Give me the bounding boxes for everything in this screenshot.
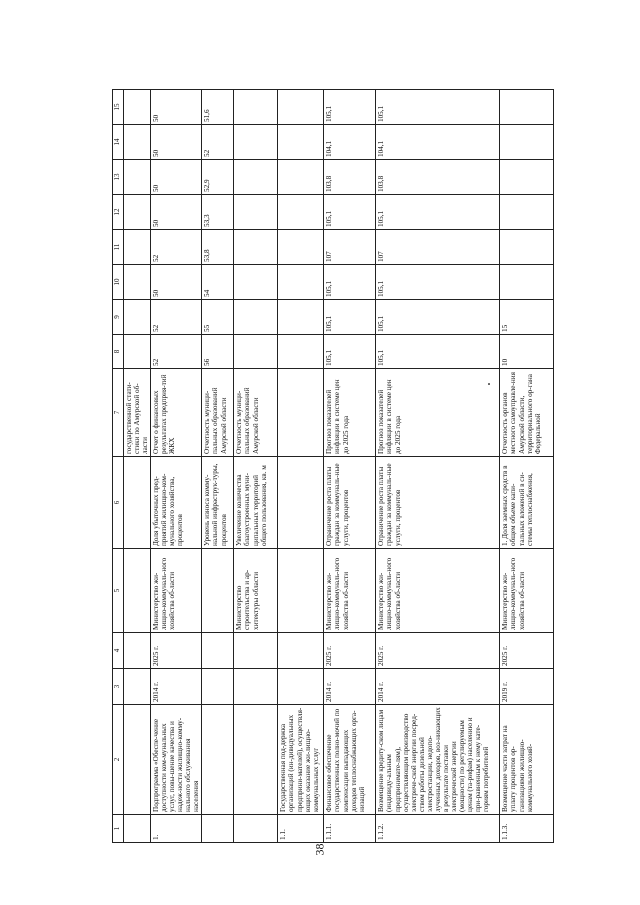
table-cell-col-13: 52,9 [202, 160, 234, 195]
table-cell-col-10: 54 [202, 265, 234, 300]
table-cell-col-6 [123, 457, 150, 549]
column-header-3: 3 [113, 669, 124, 705]
indicators-table [112, 89, 554, 843]
table-cell-col-13 [123, 160, 150, 195]
table-cell-col-7: Отчетность муници-пальных образований Амурской области [234, 369, 278, 457]
table-cell-col-2: Возмещение части затрат на уплату процентов ор-ганизациями жилищно-коммунального хозяй- [500, 705, 554, 815]
table-cell-col-15 [278, 90, 324, 125]
column-header-5: 5 [113, 549, 124, 633]
table-cell-col-4 [202, 633, 234, 669]
table-cell-col-6: Доля убыточных пред-приятий жилищно-ком-мунального хозяйства, процентов [151, 457, 202, 549]
column-header-2: 2 [113, 705, 124, 815]
table-cell-col-13: 103,8 [324, 160, 376, 195]
column-header-14: 14 [113, 125, 124, 160]
table-cell-col-4 [123, 633, 150, 669]
table-cell-col-12 [278, 195, 324, 230]
table-cell-col-9: 52 [151, 300, 202, 335]
table-cell-col-2: Возмещение кредиту-ском лицам (индивиду-альным предпринимате-лям), осуществляющим производство электриче-ской энергии посред-ством работы дизельной электростанции, недопо-лученных доходов, воз-никающих в результате поставки электрической энергии (мощности) по регулируемым ценам (та-рифам) населению и при-равненным к нему кате-гориям потребителей [376, 705, 500, 815]
table-cell-col-6: Увеличение количества благоустроенных муни-ципальных территорий общего пользования, кв. м [234, 457, 278, 549]
table-cell-col-6 [278, 457, 324, 549]
table-cell-col-15: 105,1 [324, 90, 376, 125]
table-cell-col-15 [234, 90, 278, 125]
table-cell-col-2 [234, 705, 278, 815]
table-cell-col-2 [123, 705, 150, 815]
table-cell-col-1 [202, 815, 234, 843]
table-body [123, 90, 554, 843]
table-cell-col-12 [500, 195, 554, 230]
table-cell-col-8: 105,1 [324, 335, 376, 369]
table-cell-col-3 [278, 669, 324, 705]
table-cell-col-14: 50 [151, 125, 202, 160]
table-cell-col-5 [202, 549, 234, 633]
table-cell-col-5: Министерство жи-лищно-коммуналь-ного хозяйства об-ласти [324, 549, 376, 633]
table-cell-col-3: 2019 г. [500, 669, 554, 705]
table-cell-col-5: Министерство жи-лищно-коммуналь-ного хозяйства об-ласти [151, 549, 202, 633]
table-cell-col-14: 104,1 [324, 125, 376, 160]
table-cell-col-14 [234, 125, 278, 160]
table-cell-col-10: 105,1 [376, 265, 500, 300]
table-cell-col-2: Финансовое обеспечение государственных полно-мочий по компенсации выпадающих доходов теплоснабжающих орга-низаций [324, 705, 376, 815]
table-cell-col-9 [123, 300, 150, 335]
table-cell-col-4: 2025 г. [151, 633, 202, 669]
column-header-9: 9 [113, 300, 124, 335]
table-cell-col-7: Отчет о финансовых результатах предприя-тий ЖКХ [151, 369, 202, 457]
table-cell-col-13: 103,8 [376, 160, 500, 195]
table-cell-col-11: 107 [324, 230, 376, 265]
table-cell-col-5 [278, 549, 324, 633]
table-cell-col-10 [234, 265, 278, 300]
page-number: 38 [312, 843, 327, 856]
column-header-6: 6 [113, 457, 124, 549]
table-cell-col-4 [234, 633, 278, 669]
table-cell-col-12: 105,1 [324, 195, 376, 230]
table-row [278, 90, 324, 843]
table-cell-col-2: Государственная под-держка организаций (ин-дивидуальных предприни-мателей), осуществля-ющих оказание жи-лищно-коммунальных услуг [278, 705, 324, 815]
table-cell-col-2: Подпрограмма «Обеспе-чение доступности ком-мунальных услуг, повы-шение качества и надеж-ности жилищно-комму-нального обслуживания населения [151, 705, 202, 815]
table-row [151, 90, 202, 843]
table-cell-col-7: Прогноз показателей инфляции в системе цен до 2025 года [376, 369, 500, 457]
table-cell-col-12: 53,3 [202, 195, 234, 230]
table-cell-col-10: 105,1 [324, 265, 376, 300]
table-cell-col-14 [123, 125, 150, 160]
table-cell-col-9: 15 [500, 300, 554, 335]
column-header-12: 12 [113, 195, 124, 230]
table-cell-col-7: Отчетность органов местного самоуправле-ния Амурской области, территориального ор-гана Федеральной [500, 369, 554, 457]
table-cell-col-7: Прогноз показателей инфляции в системе цен до 2025 года [324, 369, 376, 457]
table-cell-col-1: 1.1.3. [500, 815, 554, 843]
table-cell-col-3: 2014 г. [376, 669, 500, 705]
table-cell-col-1 [234, 815, 278, 843]
table-cell-col-6: Ограничение роста платы граждан за коммуналь-ные услуги, процентов [376, 457, 500, 549]
table-cell-col-12 [234, 195, 278, 230]
table-cell-col-1 [123, 815, 150, 843]
table-cell-col-2 [202, 705, 234, 815]
table-cell-col-5: Министерство жи-лищно-коммуналь-ного хозяйства об-ласти [376, 549, 500, 633]
table-cell-col-8: 56 [202, 335, 234, 369]
table-row [324, 90, 376, 843]
table-cell-col-1: 1.1.2. [376, 815, 500, 843]
table-cell-col-11: 107 [376, 230, 500, 265]
table-cell-col-15: 50 [151, 90, 202, 125]
table-cell-col-10 [123, 265, 150, 300]
table-cell-col-5: Министерство строительства и ар-хитектуры области [234, 549, 278, 633]
table-cell-col-15: 51,6 [202, 90, 234, 125]
table-cell-col-5 [123, 549, 150, 633]
table-cell-col-12: 105,1 [376, 195, 500, 230]
table-cell-col-11 [234, 230, 278, 265]
table-cell-col-8: 52 [151, 335, 202, 369]
column-header-11: 11 [113, 230, 124, 265]
column-header-8: 8 [113, 335, 124, 369]
table-cell-col-10: 50 [151, 265, 202, 300]
table-row [202, 90, 234, 843]
table-row [123, 90, 150, 843]
table-cell-col-8 [123, 335, 150, 369]
table-cell-col-6: Ограничение роста платы граждан за коммуналь-ные услуги, процентов [324, 457, 376, 549]
column-header-4: 4 [113, 633, 124, 669]
table-cell-col-3 [202, 669, 234, 705]
table-cell-col-8 [278, 335, 324, 369]
table-cell-col-3 [123, 669, 150, 705]
table-cell-col-11: 53,8 [202, 230, 234, 265]
column-header-10: 10 [113, 265, 124, 300]
rotated-table-area [112, 90, 542, 843]
table-cell-col-11 [123, 230, 150, 265]
table-cell-col-4: 2025 г. [376, 633, 500, 669]
table-cell-col-6: 1. Доля заемных средств в общем объеме капи-тальных вложений в си-стемы теплоснабжения, [500, 457, 554, 549]
table-cell-col-14 [500, 125, 554, 160]
table-cell-col-9 [234, 300, 278, 335]
table-cell-col-12 [123, 195, 150, 230]
table-cell-col-7: государственной стати-стики по Амурской об-ласти [123, 369, 150, 457]
table-cell-col-8: 10 [500, 335, 554, 369]
table-cell-col-7: Отчетность муници-пальных образований Амурской области [202, 369, 234, 457]
table-cell-col-4: 2025 г. [324, 633, 376, 669]
table-cell-col-4 [278, 633, 324, 669]
table-cell-col-10 [500, 265, 554, 300]
table-cell-col-11: 52 [151, 230, 202, 265]
table-cell-col-9: 55 [202, 300, 234, 335]
table-cell-col-13: 50 [151, 160, 202, 195]
table-cell-col-10 [278, 265, 324, 300]
table-cell-col-1: 1. [151, 815, 202, 843]
table-cell-col-11 [500, 230, 554, 265]
table-cell-col-15 [500, 90, 554, 125]
table-cell-col-3: 2014 г. [151, 669, 202, 705]
column-header-13: 13 [113, 160, 124, 195]
table-header-row [113, 90, 124, 843]
table-cell-col-3: 2014 г. [324, 669, 376, 705]
table-row [234, 90, 278, 843]
table-cell-col-13 [278, 160, 324, 195]
table-cell-col-4: 2025 г. [500, 633, 554, 669]
table-cell-col-9: 105,1 [376, 300, 500, 335]
table-cell-col-15: 105,1 [376, 90, 500, 125]
table-cell-col-8: 105,1 [376, 335, 500, 369]
table-cell-col-12: 50 [151, 195, 202, 230]
column-header-1: 1 [113, 815, 124, 843]
table-cell-col-14: 52 [202, 125, 234, 160]
table-cell-col-14: 104,1 [376, 125, 500, 160]
table-cell-col-7 [278, 369, 324, 457]
table-cell-col-3 [234, 669, 278, 705]
table-cell-col-1: 1.1. [278, 815, 324, 843]
table-cell-col-9: 105,1 [324, 300, 376, 335]
table-cell-col-15 [123, 90, 150, 125]
table-cell-col-9 [278, 300, 324, 335]
table-cell-col-8 [234, 335, 278, 369]
table-cell-col-13 [500, 160, 554, 195]
table-cell-col-11 [278, 230, 324, 265]
rotated-table-wrapper [112, 90, 542, 843]
table-cell-col-5: Министерство жи-лищно-коммуналь-ного хозяйства об-ласти [500, 549, 554, 633]
table-row [500, 90, 554, 843]
column-header-7: 7 [113, 369, 124, 457]
table-row [376, 90, 500, 843]
column-header-15: 15 [113, 90, 124, 125]
table-cell-col-14 [278, 125, 324, 160]
table-cell-col-6: Уровень износа комму-нальной инфраструк-туры, процентов [202, 457, 234, 549]
table-cell-col-1: 1.1.1. [324, 815, 376, 843]
table-cell-col-13 [234, 160, 278, 195]
